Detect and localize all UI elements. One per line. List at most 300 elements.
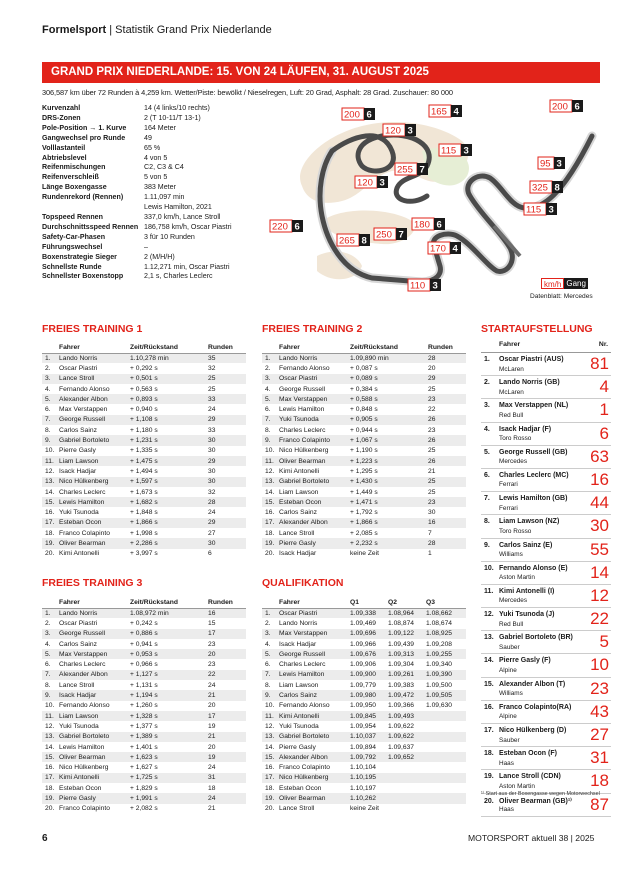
grid-driver [484,542,552,549]
column-header: Fahrer [59,342,130,353]
table-cell: 20. [45,805,55,813]
table-cell: 10. [45,702,55,710]
table-cell: 16. [265,509,275,517]
table-row [262,384,466,394]
grid-team: Haas [499,759,514,767]
grid-position: 17. [484,727,494,734]
table-cell: 4. [265,385,271,393]
grid-driver-name: Alexander Albon (T) [499,680,566,688]
table-row [262,670,466,680]
ft2-title: FREIES TRAINING 2 [262,323,363,335]
table-cell: 29 [428,374,466,384]
table-cell: 14. [265,743,275,751]
grid-driver [484,402,568,409]
table-cell: Isack Hadjar [279,550,317,558]
table-cell: 10. [265,702,275,710]
table-row [262,804,466,814]
table-cell: 22 [208,670,246,680]
grid-driver-name: Gabriel Bortoleto (BR) [499,634,573,642]
table-cell: + 0,966 s [130,661,158,669]
table-cell: 19. [262,793,279,803]
grid-row [481,353,611,376]
gear-value: 8 [554,182,560,194]
table-cell: Yuki Tsunoda [279,722,319,730]
grid-driver [484,426,551,433]
table-cell: 1.08,925 [426,629,466,639]
fact-value: 5 von 5 [144,173,168,182]
table-cell: 1.09,900 [350,670,388,680]
table-cell: + 0,242 s [130,619,158,627]
table-cell: Max Verstappen [59,649,130,659]
table-cell: + 1,471 s [350,497,428,507]
table-cell: 13. [262,732,279,742]
table-cell: 15. [262,752,279,762]
table-row [42,670,246,680]
table-cell: 9. [42,435,59,445]
table-row [262,466,466,476]
table-cell: 1.08,674 [426,619,453,627]
grid-col-driver: Fahrer [499,341,521,348]
grid-row [481,585,611,608]
table-cell: 16. [45,764,55,772]
grid-driver-name: Lance Stroll (CDN) [499,773,561,781]
table-cell: Charles Leclerc [59,488,106,496]
table-cell: + 1,866 s [350,518,428,528]
table-cell: 29 [208,518,246,528]
ft1-table [42,342,246,559]
table-cell: 30 [208,447,216,455]
table-cell [426,721,466,731]
table-cell: 16. [45,509,55,517]
table-cell: + 0,848 s [350,406,378,414]
fact-value: 14 (4 links/10 rechts) [144,104,210,112]
grid-row [481,724,611,747]
table-cell: 13. [42,477,59,487]
grid-row [481,678,611,701]
table-cell: 1.09,676 [350,649,388,659]
table-cell: 1.08,662 [426,608,466,618]
table-cell: 1.09,890 min [350,353,428,363]
table-cell: 21 [428,467,436,475]
table-cell: 12. [45,467,55,475]
table-row [42,477,246,487]
table-cell: 21 [208,805,216,813]
table-cell: 1. [262,353,279,363]
table-cell: Oliver Bearman [59,752,130,762]
grid-driver [484,379,560,386]
table-cell: + 2,085 s [350,529,378,537]
table-row [262,773,466,783]
table-row [42,752,246,762]
table-cell: 1.09,980 [350,690,388,700]
grid-position: 2. [484,379,490,387]
grid-driver [484,356,564,363]
fact-row [42,114,254,124]
table-cell: 1.09,500 [426,681,453,689]
table-row [42,446,246,456]
table-cell: Oscar Piastri [279,608,350,618]
fact-value: 3 für 10 Runden [144,232,195,241]
grid-driver [484,797,572,805]
grid-driver-name: Oscar Piastri (AUS) [499,356,564,363]
table-cell: 1.10,104 [350,764,377,772]
table-cell: 1.09,779 [350,681,377,689]
grid-car-number: 10 [590,655,609,675]
grid-position: 5. [484,448,490,456]
table-row [42,384,246,394]
table-cell: 8. [45,426,51,434]
fact-key: Reifenmischungen [42,163,106,172]
table-cell: 1.10,195 [350,773,388,783]
facts-table [42,104,254,282]
gear-value: 3 [548,204,554,216]
column-header: Zeit/Rückstand [350,342,428,353]
table-row [42,629,246,639]
speed-gear-label [538,157,565,170]
table-row [262,629,466,639]
table-cell: + 1,295 s [350,467,378,475]
grid-driver [484,588,554,595]
fact-key [42,203,144,213]
grid-car-number: 55 [590,539,609,559]
table-cell [426,762,466,772]
table-cell: 3. [42,629,59,639]
header-brand: Formelsport [42,24,107,36]
fact-value: – [144,242,148,251]
table-cell: Esteban Ocon [279,497,350,507]
table-row [262,762,466,772]
table-cell: 9. [262,690,279,700]
table-cell: 1.09,304 [388,661,415,669]
speed-gear-label [337,234,370,247]
table-cell: 24 [208,764,216,772]
grid-position: 13. [484,634,494,642]
fact-key: Schnellste Runde [42,262,102,271]
table-cell: 14. [265,488,275,496]
fact-row [42,213,254,223]
grid-position: 15. [484,680,494,688]
table-cell: 11. [42,711,59,721]
legend-gear: Gang [566,279,586,288]
grid-team: Mercedes [499,597,528,605]
grid-car-number: 5 [599,632,609,652]
table-cell: 11. [42,456,59,466]
gear-value: 3 [556,158,562,170]
fact-row [42,243,254,253]
table-cell: 23 [208,640,216,648]
table-cell: + 1,231 s [130,435,208,445]
fact-key: Pole-Position → 1. Kurve [42,123,127,132]
table-cell: Gabriel Bortoleto [279,732,350,742]
table-row [262,477,466,487]
starting-grid [481,341,611,817]
table-cell: + 2,232 s [350,538,428,548]
grid-team: McLaren [499,388,524,396]
table-row [42,711,246,721]
column-header [42,597,59,608]
grid-driver-name: Kimi Antonelli (I) [499,587,555,595]
grid-position: 12. [484,611,494,619]
table-row [262,659,466,669]
table-cell: 25 [428,477,466,487]
table-row [262,528,466,538]
table-cell: + 1,494 s [130,467,158,475]
table-cell: Franco Colapinto [59,805,110,813]
table-row [42,394,246,404]
table-cell: 1.09,954 [350,722,377,730]
speed-value: 255 [397,164,413,176]
table-cell: 3. [42,374,59,384]
table-row [42,680,246,690]
table-cell [426,752,466,762]
table-cell [426,783,466,793]
grid-driver-name: George Russell (GB) [499,448,568,456]
table-cell: + 1,627 s [130,764,158,772]
fact-key: Führungswechsel [42,242,103,251]
speed-value: 265 [339,235,355,247]
table-row [262,363,466,373]
table-header [262,597,466,608]
table-cell: 2. [45,619,51,627]
table-cell: + 1,180 s [130,426,158,434]
table-cell: 1.09,313 [388,649,426,659]
table-row [262,507,466,517]
table-cell: 28 [208,497,246,507]
gear-value: 3 [463,145,469,157]
table-cell: 1.09,696 [350,629,388,639]
table-cell: 21 [208,690,246,700]
table-cell: Alexander Albon [279,752,350,762]
table-cell: 24 [208,509,216,517]
grid-row [481,747,611,770]
grid-driver-name: Oliver Bearman (GB)¹⁾ [499,797,572,805]
table-cell: George Russell [59,415,130,425]
table-row [262,649,466,659]
grid-driver-name: Lando Norris (GB) [499,379,560,387]
fact-value: 4 von 5 [144,153,168,162]
grid-position: 18. [484,750,494,758]
table-header [42,342,246,353]
grid-car-number: 4 [599,377,609,397]
column-header: Runden [208,342,246,353]
table-cell: 8. [265,681,271,689]
track-map [262,96,607,296]
table-row [42,404,246,414]
table-cell: + 1,194 s [130,690,208,700]
table-cell: Franco Colapinto [279,764,330,772]
table-cell: Fernando Alonso [59,702,110,710]
table-cell: 1.08,972 min [130,608,208,618]
table-cell: + 1,991 s [130,793,208,803]
speed-value: 95 [540,158,551,170]
fact-key: Durchschnittsspeed Rennen [42,222,139,231]
table-cell: 1.10,262 [350,793,388,803]
table-cell: 20 [428,364,436,372]
table-cell: Kimi Antonelli [279,711,350,721]
grid-position: 9. [484,541,490,549]
gear-value: 4 [453,106,459,118]
grid-driver-name: Fernando Alonso (E) [499,564,568,572]
table-cell: 10. [45,447,55,455]
column-header: Q2 [388,597,426,608]
table-cell: + 1,449 s [350,488,378,496]
table-cell: 1.09,472 [388,690,426,700]
speed-value: 110 [410,280,426,292]
gear-value: 4 [452,243,458,255]
table-cell: 1.09,340 [426,661,453,669]
table-row [42,762,246,772]
table-row [42,804,246,814]
table-cell: 20. [265,550,275,558]
table-cell: 1.09,383 [388,681,415,689]
table-cell: 29 [208,415,246,425]
speed-gear-label [550,100,583,113]
table-cell [388,773,426,783]
speed-value: 115 [441,145,457,157]
gear-value: 6 [574,101,580,113]
table-cell: + 1,067 s [350,435,428,445]
page-header [42,24,272,36]
grid-row [481,794,611,817]
table-cell: 15. [42,497,59,507]
table-cell: Nico Hülkenberg [279,447,329,455]
fact-key: Gangwechsel pro Runde [42,133,126,142]
fact-key: Safety-Car-Phasen [42,232,106,241]
table-cell: 19 [208,752,246,762]
table-cell: 1.09,493 [388,711,426,721]
grid-row [481,539,611,562]
grid-row [481,515,611,538]
grid-col-nr: Nr. [598,341,608,348]
speed-gear-label [408,279,441,292]
table-cell: 6. [265,661,271,669]
table-cell: 3. [262,374,279,384]
table-cell: 5. [42,649,59,659]
table-cell: 1.09,439 [388,640,415,648]
table-cell: 29 [208,456,246,466]
table-cell: 2. [265,364,271,372]
table-row [42,618,246,628]
table-cell: + 1,377 s [130,722,158,730]
table-cell [388,804,426,814]
grid-driver-name: Franco Colapinto(RA) [499,703,572,711]
table-cell: 12. [265,467,275,475]
grid-car-number: 1 [599,400,609,420]
fact-value: 186,758 km/h, Oscar Piastri [144,222,232,231]
grid-row [481,376,611,399]
fact-key: Rundenrekord (Rennen) [42,193,124,202]
table-row [42,415,246,425]
table-cell: 1.09,622 [388,722,415,730]
fact-key: Länge Boxengasse [42,183,107,192]
table-cell: 6 [208,550,212,558]
column-header: Fahrer [59,597,130,608]
table-cell: Lance Stroll [279,805,315,813]
speed-value: 120 [357,177,373,189]
table-cell: Liam Lawson [59,711,130,721]
speed-value: 120 [385,125,401,137]
table-cell: Esteban Ocon [59,784,102,792]
race-banner: GRAND PRIX NIEDERLANDE: 15. VON 24 LÄUFEN, 31. AUGUST 2025 [42,62,600,83]
speed-value: 165 [431,106,447,118]
table-row [42,649,246,659]
grid-title: STARTAUFSTELLUNG [481,323,593,335]
table-cell [426,711,466,721]
grid-driver-name: Carlos Sainz (E) [499,541,553,549]
grid-team: Aston Martin [499,574,535,582]
table-cell: Carlos Sainz [279,690,350,700]
table-row [42,363,246,373]
fact-row [42,193,254,203]
speed-value: 325 [532,182,548,194]
fact-row [42,233,254,243]
legend-speed: km/h [541,278,564,289]
grid-car-number: 6 [599,423,609,443]
table-cell: 1.09,906 [350,661,377,669]
gear-value: 3 [432,280,438,292]
fact-key: Schnellster Boxenstopp [42,272,124,281]
table-cell: 18. [45,784,55,792]
table-cell: 1.09,894 [350,743,377,751]
grid-position: 16. [484,703,494,711]
grid-driver-name: Nico Hülkenberg (D) [499,727,567,734]
table-cell: 10. [265,447,275,455]
grid-row [481,423,611,446]
table-cell: 20 [208,649,246,659]
speed-value: 180 [414,219,430,231]
grid-team: Toro Rosso [499,527,532,535]
fact-value: Lewis Hamilton, 2021 [144,203,212,212]
table-cell: 17. [42,773,59,783]
grid-team: Alpine [499,666,517,674]
speed-value: 200 [552,101,568,113]
table-cell: 1.09,792 [350,752,388,762]
table-cell: Isack Hadjar [279,640,317,648]
table-cell: keine Zeit [350,805,379,813]
table-cell: + 2,286 s [130,538,208,548]
table-cell: + 0,953 s [130,649,208,659]
fact-value: 65 % [144,143,161,152]
table-cell: 4. [45,640,51,648]
table-row [262,639,466,649]
table-cell: 33 [208,426,216,434]
table-row [262,415,466,425]
table-row [42,742,246,752]
fact-row [42,104,254,114]
column-header: Fahrer [279,597,350,608]
table-cell: + 0,563 s [130,385,158,393]
table-cell: 2. [265,619,271,627]
page-number: 6 [42,833,48,844]
table-cell: Nico Hülkenberg [59,764,109,772]
speed-gear-label [355,176,388,189]
fact-row [42,173,254,183]
fact-key: Volllastanteil [42,143,86,152]
table-cell: Carlos Sainz [59,640,97,648]
table-cell: 1. [42,353,59,363]
table-cell: + 1,792 s [350,509,378,517]
table-row [42,497,246,507]
table-cell: 1. [262,608,279,618]
table-cell: Lando Norris [279,619,318,627]
table-cell: Lewis Hamilton [59,743,105,751]
grid-position: 7. [484,495,490,503]
grid-car-number: 16 [590,469,609,489]
table-cell: 12. [265,722,275,730]
table-cell: 14. [45,488,55,496]
table-row [262,783,466,793]
table-cell: 23 [208,661,216,669]
